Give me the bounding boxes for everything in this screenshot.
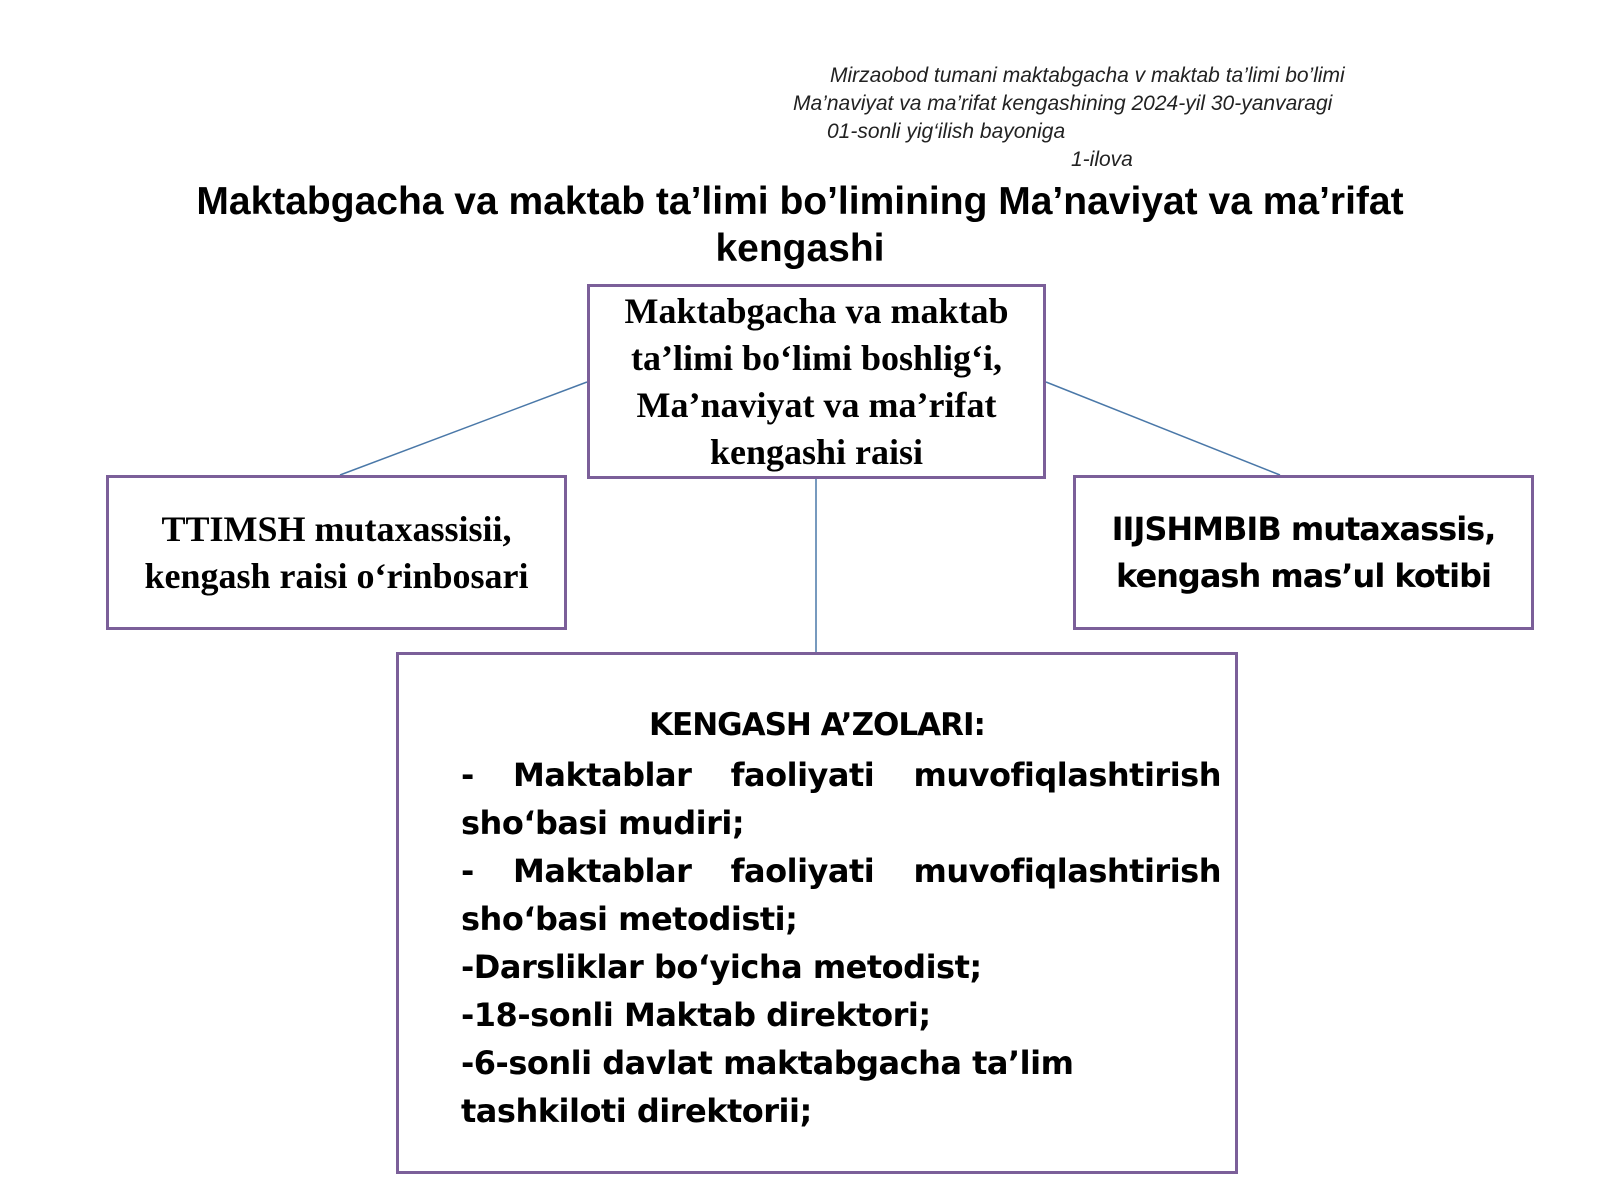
member-item: - Maktablar faoliyati muvofiqlashtirish sho‘basi metodisti; [461,852,1221,938]
chairman-label: Maktabgacha va maktab ta’limi bo‘limi boshlig‘i, Ma’naviyat va ma’rifat kengashi raisi [624,290,1009,472]
page-title: Maktabgacha va maktab ta’limi bo’limining Ma’naviyat va ma’rifat kengashi [196,180,1404,270]
chairman-box [587,284,1046,479]
header-note-line-2: Ma’naviyat va ma’rifat kengashining 2024-yil 30-yanvaragi [793,92,1333,115]
members-box [396,652,1238,1174]
member-item: -18-sonli Maktab direktori; [461,996,931,1034]
header-note-line-1: Mirzaobod tumani maktabgacha v maktab ta’limi bo’limi [830,64,1345,87]
member-item: - Maktablar faoliyati muvofiqlashtirish sho‘basi mudiri; [461,756,1221,842]
deputy-chairman-label: TTIMSH mutaxassisii, kengash raisi o‘rinbosari [144,508,529,596]
connector-top-left [340,382,587,475]
secretary-label: IIJSHMBIB mutaxassis, kengash mas’ul kotibi [1111,509,1496,595]
member-item: -Darsliklar bo‘yicha metodist; [461,948,982,986]
header-note-line-3: 01-sonli yig‘ilish bayoniga [827,120,1066,143]
secretary-box [1073,475,1534,630]
members-title: KENGASH A’ZOLARI: [649,707,985,743]
member-item: -6-sonli davlat maktabgacha ta’lim tashkiloti direktorii; [461,1044,1074,1130]
deputy-chairman-box [106,475,567,630]
members-list [461,751,1221,1135]
header-note-line-4: 1-ilova [1071,148,1133,171]
connector-top-right [1046,382,1280,475]
